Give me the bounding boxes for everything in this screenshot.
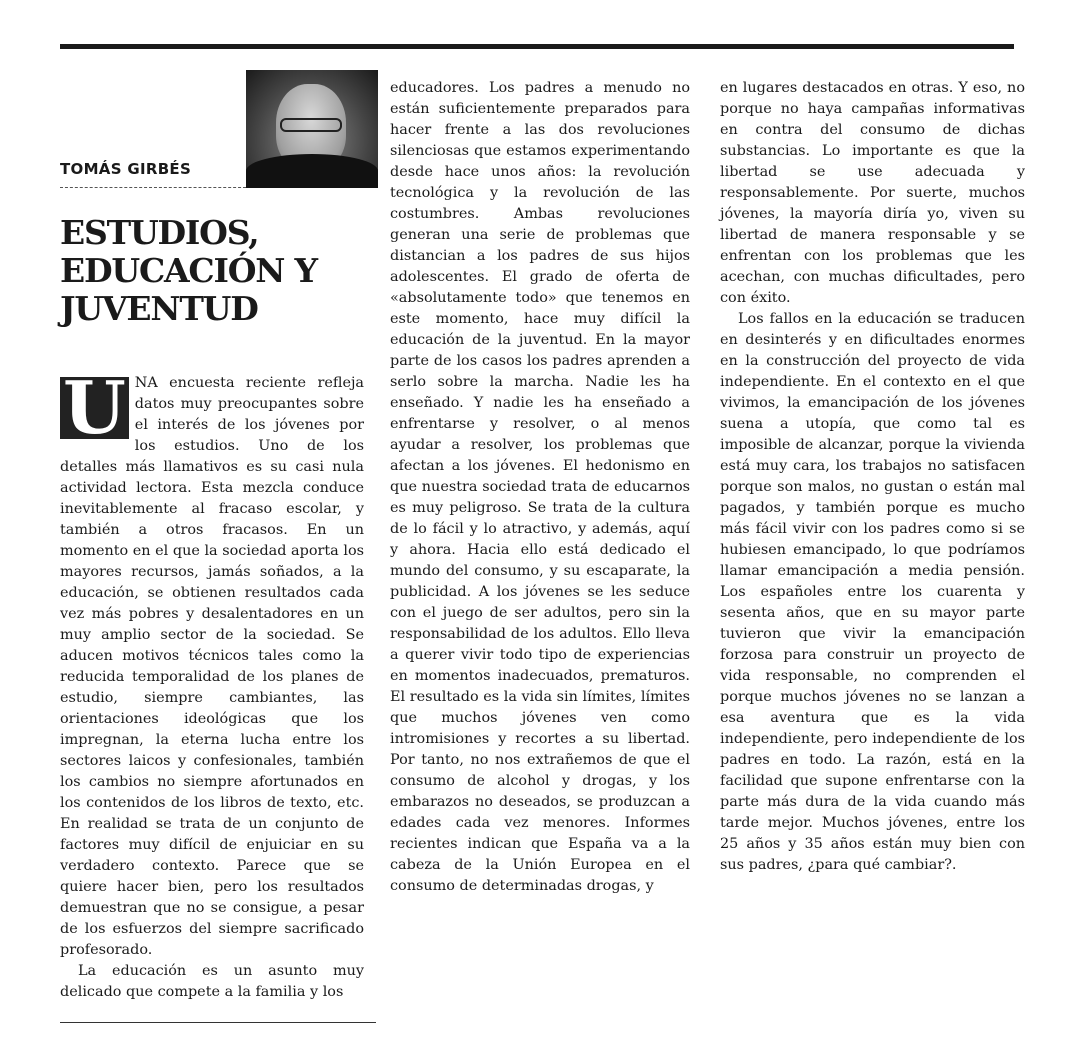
glasses-icon	[280, 118, 342, 132]
top-rule	[60, 44, 1014, 49]
bottom-rule	[60, 1022, 376, 1023]
column-3	[720, 78, 1025, 876]
drop-cap: U	[60, 377, 129, 439]
column-2	[390, 78, 690, 897]
column-1	[60, 365, 364, 1003]
author-suit	[246, 154, 378, 188]
author-photo	[246, 70, 378, 188]
paragraph-text: NA encuesta reciente refleja datos muy preocupantes sobre el interés de los jóvenes por los estudios. Uno de los detalles más llamativos es su casi nula actividad lectora. Esta mezcla conduce inevitablemente al fracaso escolar, y también a otros fracasos. En un momento en el que la sociedad aporta los mayores recursos, jamás soñados, a la educación, se obtienen resultados cada vez más pobres y desalentadores en un muy amplio sector de la sociedad. Se aducen motivos técnicos tales como la reducida temporalidad de los planes de estudio, siempre cambiantes, las orientaciones ideológicas que los impregnan, la eterna lucha entre los sectores laicos y confesionales, también los cambios no siempre afortunados en los contenidos de los libros de texto, etc. En realidad se trata de un conjunto de factores muy difícil de enjuiciar en su verdadero contexto. Parece que se quiere hacer bien, pero los resultados demuestran que no se consigue, a pesar de los esfuerzos del siempre sacrificado profesorado.	[60, 375, 364, 958]
paragraph: educadores. Los padres a menudo no están suficientemente preparados para hacer frente a las dos revoluciones silenciosas que estamos experimentando desde hace unos años: la revolución tecnológica y la revolución de las costumbres. Ambas revoluciones generan una serie de problemas que distancian a los padres de sus hijos adolescentes. El grado de oferta de «absolutamente todo» que tenemos en este momento, hace muy difícil la educación de la juventud. En la mayor parte de los casos los padres aprenden a serlo sobre la marcha. Nadie les ha enseñado. Y nadie les ha enseñado a enfrentarse y resolver, o al menos ayudar a resolver, los problemas que afectan a los jóvenes. El hedonismo en que nuestra sociedad trata de educarnos es muy peligroso. Se trata de la cultura de lo fácil y lo atractivo, y además, aquí y ahora. Hacia ello está dedicado el mundo del consumo, y su escaparate, la publicidad. A los jóvenes se les seduce con el juego de ser adultos, pero sin la responsabilidad de los adultos. Ello lleva a querer vivir todo tipo de experiencias en momentos inadecuados, prematuros. El resultado es la vida sin límites, límites que muchos jóvenes ven como intromisiones y recortes a su libertad. Por tanto, no nos extrañemos de que el consumo de alcohol y drogas, y los embarazos no deseados, se produzcan a edades cada vez menores. Informes recientes indican que España va a la cabeza de la Unión Europea en el consumo de determinadas drogas, y	[390, 80, 690, 894]
paragraph	[60, 365, 364, 961]
headline: ESTUDIOS, EDUCACIÓN Y JUVENTUD	[60, 213, 317, 328]
paragraph: en lugares destacados en otras. Y eso, no porque no haya campañas informativas en contra del consumo de dichas substancias. Lo importante es que la libertad se use adecuada y responsablemente. Por suerte, muchos jóvenes, la mayoría diría yo, viven su libertad de manera responsable y se enfrentan con los problemas que les acechan, con muchas dificultades, pero con éxito.	[720, 80, 1025, 306]
author-name: TOMÁS GIRBÉS	[60, 160, 192, 178]
paragraph: La educación es un asunto muy delicado que compete a la familia y los	[60, 963, 364, 1000]
paragraph: Los fallos en la educación se traducen en desinterés y en dificultades enormes en la construcción del proyecto de vida independiente. En el contexto en el que vivimos, la emancipación de los jóvenes suena a utopía, que como tal es imposible de alcanzar, porque la vivienda está muy cara, los trabajos no satisfacen porque son malos, no gustan o están mal pagados, y también porque es mucho más fácil vivir con los padres como si se hubiesen emancipado, lo que podríamos llamar emancipación a media pensión. Los españoles entre los cuarenta y sesenta años, que en su mayor parte tuvieron que vivir la emancipación forzosa para construir un proyecto de vida responsable, no comprenden el porque muchos jóvenes no se lanzan a esa aventura que es la vida independiente, pero independiente de los padres en todo. La razón, está en la facilidad que supone enfrentarse con la parte más dura de la vida cuando más tarde mejor. Muchos jóvenes, entre los 25 años y 35 años están muy bien con sus padres, ¿para qué cambiar?.	[720, 311, 1025, 873]
author-divider	[60, 187, 246, 188]
